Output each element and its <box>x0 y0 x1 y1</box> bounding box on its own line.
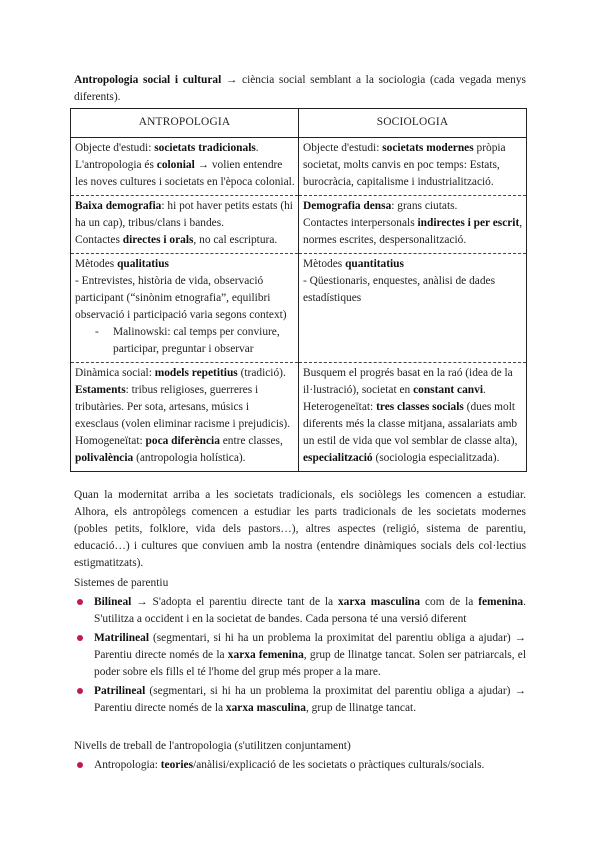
table-row <box>71 254 527 363</box>
list-item: Antropologia: teories/anàlisi/explicació de les societats o pràctiques culturals/socials. <box>74 757 526 774</box>
cell-antropologia-demography: Baixa demografia: hi pot haver petits estats (hi ha un cap), tribus/clans i bandes. Contactes directes i orals, no cal escriptura. <box>71 196 299 254</box>
levels-list <box>74 757 526 776</box>
cell-sociologia-methods: Mètodes quantitatius - Qüestionaris, enquestes, anàlisi de dades estadístiques <box>299 254 527 363</box>
levels-heading: Nivells de treball de l'antropologia (s'utilitzen conjuntament) <box>74 740 351 752</box>
table-header-row <box>71 109 527 138</box>
cell-sociologia-demography: Demografia densa: grans ciutats. Contactes interpersonals indirectes i per escrit, normes escrites, despersonalització. <box>299 196 527 254</box>
cell-sociologia-dynamics: Busquem el progrés basat en la raó (idea de la il·lustració), societat en constant canvi. Heterogeneïtat: tres classes socials (dues molt diferents més la classe mitjana, assalariats amb un estil de vida que vol semblar de classe alta), especialització (sociologia especialitzada). <box>299 363 527 472</box>
list-item: Matrilineal (segmentari, si hi ha un problema la proximitat del parentiu obliga a ajudar) → Parentiu directe només de la xarxa femenina, grup de llinatge tancat. Solen ser patriarcals, el poder sobre els fills el té l'home del grup més proper a la mare. <box>74 630 526 681</box>
bullet-icon <box>77 635 83 641</box>
intro-paragraph <box>74 72 526 106</box>
comparison-table <box>70 108 527 472</box>
kinship-heading: Sistemes de parentiu <box>74 577 169 589</box>
table-row <box>71 138 527 196</box>
cell-antropologia-object: Objecte d'estudi: societats tradicionals. L'antropologia és colonial → volien entendre les noves cultures i societats en l'època colonial. <box>71 138 299 196</box>
intro-term: Antropologia social i cultural <box>74 74 222 86</box>
list-item: Bilineal → S'adopta el parentiu directe tant de la xarxa masculina com de la femenina. S'utilitza a occident i en la societat de bandes. Cada persona té una versió diferent <box>74 594 526 628</box>
bullet-icon <box>77 688 83 694</box>
bullet-icon <box>77 762 83 768</box>
cell-antropologia-dynamics: Dinàmica social: models repetitius (tradició). Estaments: tribus religioses, guerreres i tributàries. Per sota, artesans, músics i exesclaus (volen eliminar racisme i prejudicis). Homogeneïtat: poca diferència entre classes, polivalència (antropologia holística). <box>71 363 299 472</box>
cell-antropologia-methods: Mètodes qualitatius - Entrevistes, història de vida, observació participant (“sinònim etnografia”, equilibri observació i participació varia segons context) - Malinowski: cal temps per conviure, participar, preguntar i observar <box>71 254 299 363</box>
header-sociologia: SOCIOLOGIA <box>299 109 527 138</box>
modernity-paragraph: Quan la modernitat arriba a les societats tradicionals, els sociòlegs les comencen a estudiar. Alhora, els antropòlegs comencen a estudiar les parts tradicionals de les societats modernes (pobles petits, folklore, vida dels pastors…), altres aspectes (religió, sistema de parentiu, educació…) i cultures que conviuen amb la nostra (entendre dinàmiques socials dels col·lectius estigmatitzats). <box>74 489 526 569</box>
table-row <box>71 363 527 472</box>
list-item: Patrilineal (segmentari, si hi ha un problema la proximitat del parentiu obliga a ajudar) → Parentiu directe només de la xarxa masculina, grup de llinatge tancat. <box>74 683 526 717</box>
table-row <box>71 196 527 254</box>
cell-sociologia-object: Objecte d'estudi: societats modernes pròpia societat, molts canvis en poc temps: Estats, burocràcia, capitalisme i industrialització. <box>299 138 527 196</box>
kinship-list <box>74 594 526 719</box>
bullet-icon <box>77 599 83 605</box>
intro-definition: → ciència social semblant a la sociologia (cada vegada menys diferents). <box>74 74 526 103</box>
header-antropologia: ANTROPOLOGIA <box>71 109 299 138</box>
